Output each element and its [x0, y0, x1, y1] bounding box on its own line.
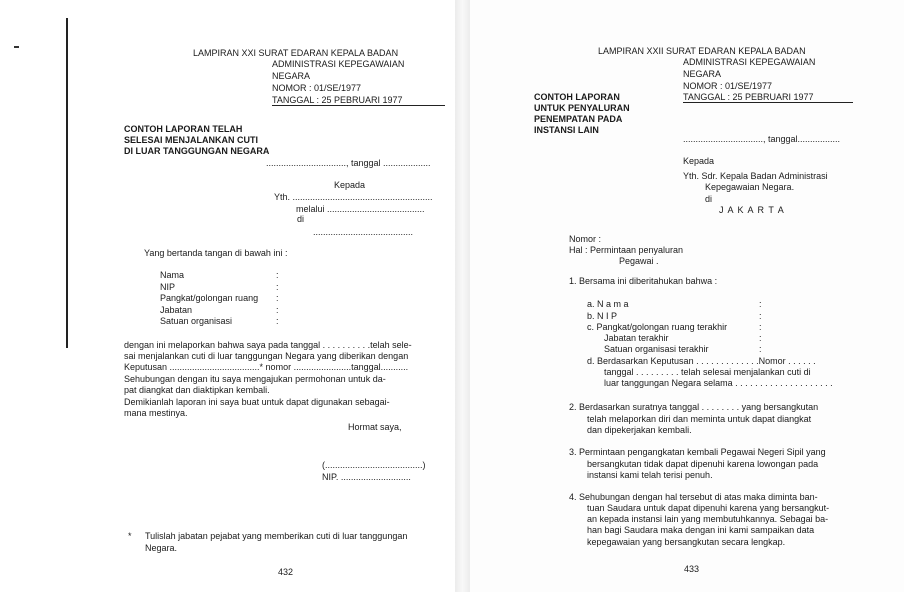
right-title-4: INSTANSI LAIN: [534, 125, 599, 135]
left-header-tanggal: TANGGAL : 25 PEBRUARI 1977: [272, 95, 403, 105]
left-header-line-3: NEGARA: [272, 71, 311, 81]
field-colon: :: [276, 305, 279, 315]
left-title-1: CONTOH LAPORAN TELAH: [124, 124, 243, 134]
subitem-colon: :: [759, 299, 762, 309]
left-melalui: melalui .......................................: [296, 204, 425, 214]
right-kepada: Kepada: [683, 156, 715, 166]
field-satuan: Satuan organisasi: [160, 316, 233, 326]
field-colon: :: [276, 293, 279, 303]
subitem-colon: :: [759, 333, 762, 343]
subitem-colon: :: [759, 322, 762, 332]
body3-line-2: mana mestinya.: [124, 408, 188, 418]
right-header-nomor: NOMOR : 01/SE/1977: [683, 81, 773, 91]
item-4-line-3: an kepada instansi lain yang membutuhkannya. Sebagai ba-: [587, 514, 829, 524]
header-underline: [683, 102, 853, 103]
footnote-mark: *: [128, 531, 132, 541]
item-2-line-2: telah melaporkan diri dan meminta untuk dapat diangkat: [587, 414, 812, 424]
field-nama: Nama: [160, 270, 185, 280]
subitem-b: b. N I P: [587, 311, 618, 321]
field-colon: :: [276, 316, 279, 326]
signature: (.......................................): [322, 460, 426, 470]
item-3-line-2: bersangkutan tidak dapat dipenuhi karena lowongan pada: [587, 459, 819, 469]
item-4-line-5: kepegawaian yang bersangkutan secara lengkap.: [587, 537, 786, 547]
left-title-3: DI LUAR TANGGUNGAN NEGARA: [124, 146, 270, 156]
body2-line-2: pat diangkat dan diaktipkan kembali.: [124, 385, 270, 395]
item-3-line-3: instansi kami telah terisi penuh.: [587, 470, 713, 480]
footnote-line-2: Negara.: [145, 543, 178, 553]
header-underline: [272, 105, 445, 106]
right-yth-1: Yth. Sdr. Kepala Badan Administrasi: [683, 171, 828, 181]
left-yth: Yth. ........................................................: [274, 192, 433, 202]
body1-line-1: dengan ini melaporkan bahwa saya pada tanggal . . . . . . . . . .telah sele-: [124, 340, 412, 350]
right-yth-2: Kepegawaian Negara.: [705, 182, 795, 192]
field-jabatan: Jabatan: [160, 305, 193, 315]
right-title-1: CONTOH LAPORAN: [534, 92, 620, 102]
right-hal-1: Hal : Permintaan penyaluran: [569, 245, 684, 255]
right-yth-3: di: [705, 194, 713, 204]
subitem-d-3: luar tanggungan Negara selama . . . . . . . . . . . . . . . . . . . .: [604, 378, 833, 388]
closing: Hormat saya,: [348, 422, 402, 432]
binding-bar: [66, 18, 68, 348]
left-header-line-1: LAMPIRAN XXI SURAT EDARAN KEPALA BADAN: [193, 48, 399, 58]
field-colon: :: [276, 282, 279, 292]
item-2-line-1: 2. Berdasarkan suratnya tanggal . . . . . . . . yang bersangkutan: [569, 402, 819, 412]
subitem-c-3: Satuan organisasi terakhir: [604, 344, 709, 354]
right-nomor: Nomor :: [569, 234, 602, 244]
body2-line-1: Sehubungan dengan itu saya mengajukan permohonan untuk da-: [124, 374, 386, 384]
body1-line-2: sai menjalankan cuti di luar tanggungan Negara yang diberikan dengan: [124, 351, 409, 361]
right-header-tanggal: TANGGAL : 25 PEBRUARI 1977: [683, 92, 814, 102]
scan-mark: [14, 46, 19, 48]
right-header-line-2: ADMINISTRASI KEPEGAWAIAN: [683, 57, 816, 67]
subitem-a: a. N a m a: [587, 299, 629, 309]
item-1: 1. Bersama ini diberitahukan bahwa :: [569, 276, 718, 286]
item-2-line-3: dan dipekerjakan kembali.: [587, 425, 692, 435]
book-gutter: [455, 0, 470, 592]
right-date-line: ................................, tanggal.................: [683, 134, 841, 144]
field-colon: :: [276, 270, 279, 280]
body3-line-1: Demikianlah laporan ini saya buat untuk dapat digunakan sebagai-: [124, 397, 390, 407]
subitem-d-2: tanggal . . . . . . . . . telah selesai menjalankan cuti di: [604, 367, 811, 377]
left-title-2: SELESAI MENJALANKAN CUTI: [124, 135, 259, 145]
right-title-2: UNTUK PENYALURAN: [534, 103, 630, 113]
nip-line: NIP. ............................: [322, 472, 411, 482]
right-header-line-3: NEGARA: [683, 69, 722, 79]
subitem-colon: :: [759, 311, 762, 321]
left-header-line-2: ADMINISTRASI KEPEGAWAIAN: [272, 59, 405, 69]
left-di-dots: ........................................: [313, 227, 414, 237]
left-page-number: 432: [278, 567, 294, 577]
right-header-line-1: LAMPIRAN XXII SURAT EDARAN KEPALA BADAN: [598, 46, 806, 56]
item-3-line-1: 3. Permintaan pengangkatan kembali Pegawai Negeri Sipil yang: [569, 447, 826, 457]
body1-line-3: Keputusan ....................................* nomor .......................tanggal...........: [124, 362, 409, 372]
footnote-line-1: Tulislah jabatan pejabat yang memberikan cuti di luar tanggungan: [145, 531, 408, 541]
left-di: di: [297, 214, 305, 224]
right-page-number: 433: [684, 564, 700, 574]
left-date-line: ................................, tanggal ...................: [266, 158, 431, 168]
left-header-nomor: NOMOR : 01/SE/1977: [272, 83, 362, 93]
right-hal-2: Pegawai .: [619, 256, 659, 266]
item-4-line-1: 4. Sehubungan dengan hal tersebut di atas maka diminta ban-: [569, 492, 818, 502]
field-nip: NIP: [160, 282, 176, 292]
subitem-colon: :: [759, 344, 762, 354]
right-title-3: PENEMPATAN PADA: [534, 114, 623, 124]
left-intro: Yang bertanda tangan di bawah ini :: [144, 248, 288, 258]
right-yth-4: J A K A R T A: [719, 205, 785, 215]
field-pangkat: Pangkat/golongan ruang: [160, 293, 259, 303]
subitem-d: d. Berdasarkan Keputusan . . . . . . . . . . . . .Nomor . . . . . .: [587, 356, 816, 366]
subitem-c: c. Pangkat/golongan ruang terakhir: [587, 322, 728, 332]
subitem-c-2: Jabatan terakhir: [604, 333, 669, 343]
item-4-line-2: tuan Saudara untuk dapat dipenuhi karena yang bersangkut-: [587, 503, 830, 513]
left-kepada: Kepada: [334, 180, 366, 190]
item-4-line-4: han bagi Saudara maka dengan ini kami sampaikan data: [587, 525, 815, 535]
